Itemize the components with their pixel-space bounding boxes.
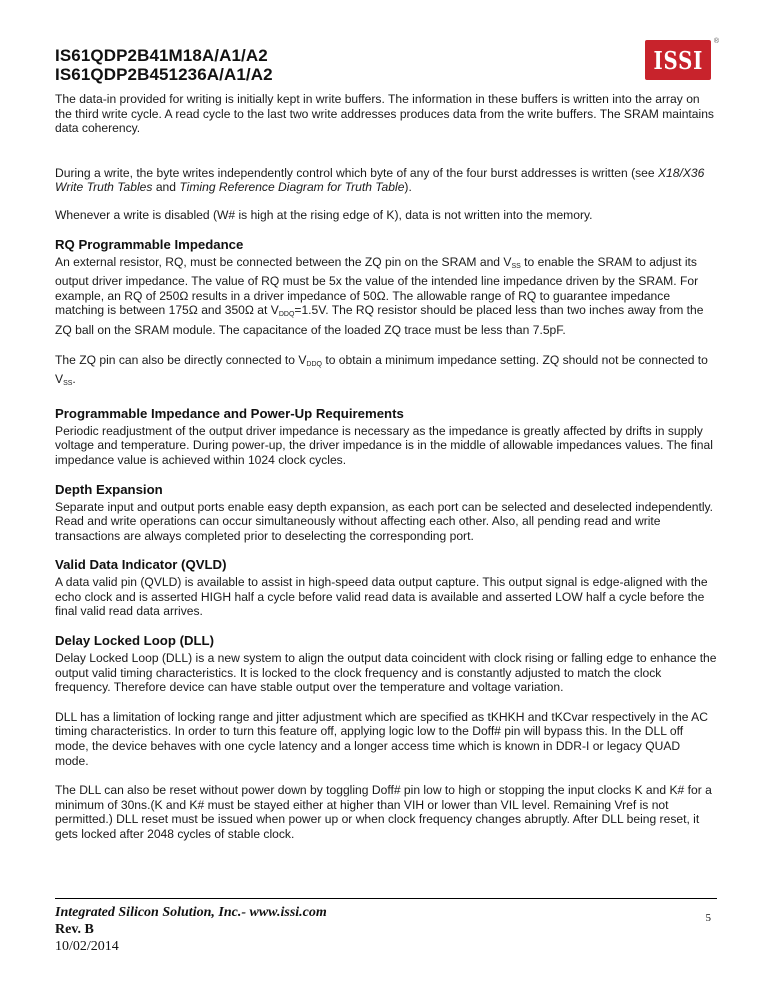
subscript: SS <box>511 262 521 270</box>
rq-paragraph-2 <box>55 353 717 392</box>
text-run: During a write, the byte writes independently control which byte of any of the four burst addresses is written (see <box>55 165 658 180</box>
reference-write-truth-tables: X18/X36 Write Truth Tables <box>55 165 705 195</box>
text-run: . <box>72 372 76 387</box>
dll-paragraph-2: DLL has a limitation of locking range and jitter adjustment which are specified as tKHKH and tKCvar respectively in the AC timing characteristics. In order to turn this feature off, applying logic low to the Doff# pin will bypass this. In the DLL off mode, the device behaves with one cycle latency and a longer access time which is known in DDR-I or legacy QUAD mode. <box>55 709 708 768</box>
reference-timing-diagram: Timing Reference Diagram for Truth Table <box>179 180 405 195</box>
logo-text: ISSI <box>653 45 703 75</box>
part-number-title-2: IS61QDP2B451236A/A1/A2 <box>55 65 273 84</box>
dll-paragraph-3: The DLL can also be reset without power down by toggling Doff# pin low to high or stopping the input clocks K and K# for a minimum of 30ns.(K and K# must be stayed either at higher than VIH or lower than VIL level. Remaining Vref is not permitted.) DLL reset must be issued when power up or when clock frequency changes abruptly. After DLL being reset, it gets locked after 2048 cycles of stable clock. <box>55 783 712 841</box>
subscript: DDQ <box>278 311 295 319</box>
footer-company: Integrated Silicon Solution, Inc.- www.issi.com <box>55 905 327 920</box>
page-footer <box>55 904 717 955</box>
text-run: and <box>152 180 180 195</box>
text-run: An external resistor, RQ, must be connected between the ZQ pin on the SRAM and V <box>55 254 512 269</box>
intro-paragraph-2 <box>55 166 717 195</box>
rq-paragraph-1 <box>55 255 717 338</box>
section-heading-qvld: Valid Data Indicator (QVLD) <box>55 557 227 573</box>
section-heading-rq: RQ Programmable Impedance <box>55 236 244 252</box>
intro-paragraph-3: Whenever a write is disabled (W# is high at the rising edge of K), data is not written into the memory. <box>55 207 593 222</box>
part-number-title-1: IS61QDP2B41M18A/A1/A2 <box>55 46 268 65</box>
depth-expansion-paragraph: Separate input and output ports enable easy depth expansion, as each port can be selected and deselected independently. Read and write operations can occur simultaneously without affecting each other. Also, all pending read and write transactions are always completed prior to deselecting the corresponding port. <box>55 499 714 543</box>
text-run: to enable the SRAM to adjust its output driver impedance. The value of RQ must be 5x the value of the intended line impedance driven by the SRAM. For example, an RQ of 250Ω results in a driver impedance of 50Ω. The allowable range of RQ to guarantee impedance matching is between 175Ω and 350Ω at V <box>55 254 699 318</box>
section-heading-depth-expansion: Depth Expansion <box>55 481 163 497</box>
text-run: ). <box>404 180 412 195</box>
qvld-paragraph: A data valid pin (QVLD) is available to assist in high-speed data output capture. This output signal is edge-aligned with the echo clock and is asserted HIGH half a cycle before valid read data is available and asserted LOW half a cycle before the final valid read data arrives. <box>55 575 708 619</box>
subscript: SS <box>63 380 73 388</box>
page-number: 5 <box>705 912 711 924</box>
text-run: to obtain a minimum impedance setting. ZQ should not be connected to V <box>55 352 708 387</box>
dll-paragraph-1: Delay Locked Loop (DLL) is a new system to align the output data coincident with clock rising or falling edge to enhance the output valid timing characteristics. It is locked to the clock frequency and is constantly adjusted to match the clock frequency. Therefore device can have stable output over the temperature and voltage variation. <box>55 651 717 695</box>
document-body <box>55 92 717 842</box>
section-heading-dll: Delay Locked Loop (DLL) <box>55 633 214 649</box>
text-run: The ZQ pin can also be directly connected to V <box>55 352 307 367</box>
footer-revision: Rev. B <box>55 922 94 937</box>
footer-date: 10/02/2014 <box>55 939 119 954</box>
registered-mark-icon: ® <box>713 38 719 45</box>
subscript: DDQ <box>306 360 322 368</box>
text-run: =1.5V. The RQ resistor should be placed less than two inches away from the ZQ ball on the SRAM module. The capacitance of the loaded ZQ trace must be less than 7.5pF. <box>55 303 704 337</box>
intro-paragraph-1: The data-in provided for writing is initially kept in write buffers. The information in these buffers is written into the array on the third write cycle. A read cycle to the last two write addresses produces data from the write buffers. The SRAM maintains data coherency. <box>55 92 714 136</box>
section-heading-power-up: Programmable Impedance and Power-Up Requirements <box>55 405 404 421</box>
issi-logo <box>645 38 719 80</box>
footer-divider <box>55 898 717 899</box>
page-header <box>55 38 719 92</box>
power-up-paragraph: Periodic readjustment of the output driver impedance is necessary as the impedance is greatly affected by drifts in supply voltage and temperature. During power-up, the driver impedance is in the middle of allowable impedances values. The final impedance value is achieved within 1024 clock cycles. <box>55 423 713 467</box>
